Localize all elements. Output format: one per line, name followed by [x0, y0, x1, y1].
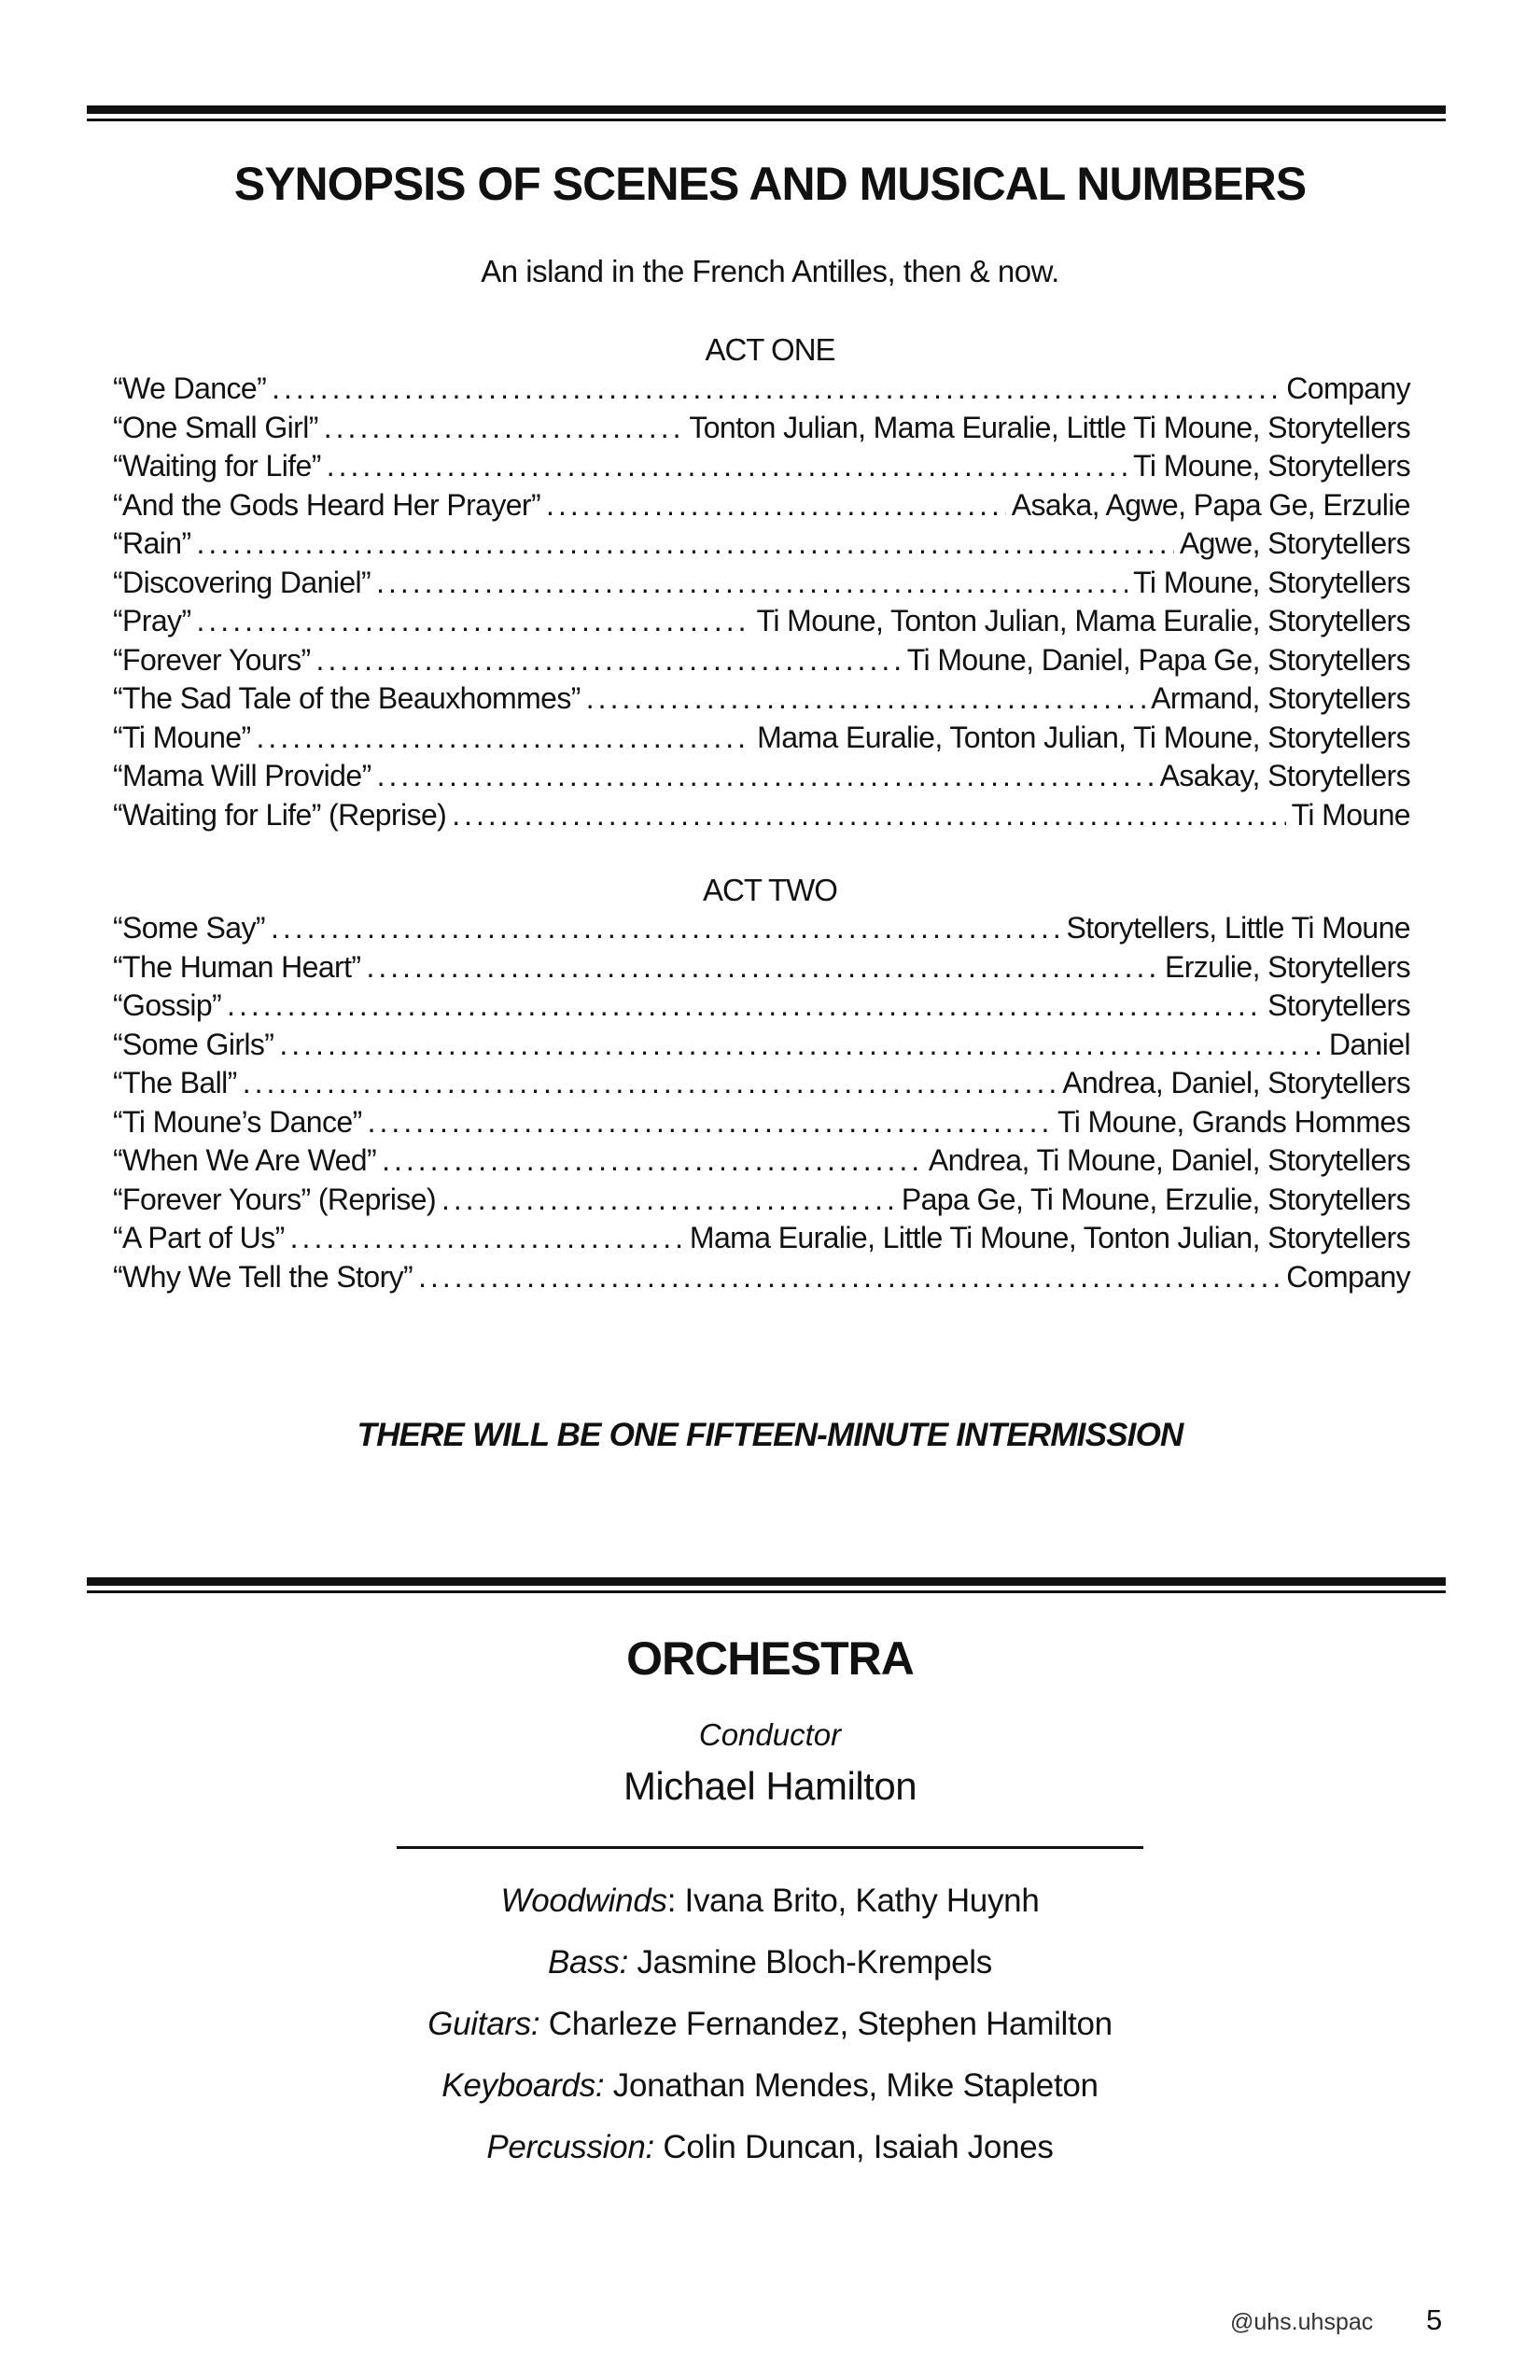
song-performers: Asaka, Agwe, Papa Ge, Erzulie — [1011, 487, 1410, 522]
dot-leader — [546, 488, 1006, 523]
song-title: “One Small Girl” — [113, 410, 318, 444]
song-performers: Mama Euralie, Tonton Julian, Ti Moune, Storytellers — [757, 720, 1410, 754]
dot-leader — [327, 449, 1127, 483]
dot-leader — [452, 798, 1285, 833]
dot-leader — [197, 526, 1174, 561]
dot-leader — [586, 681, 1145, 716]
act-one-title: ACT ONE — [705, 332, 835, 367]
song-row — [113, 950, 1410, 989]
dot-leader — [227, 988, 1262, 1023]
song-title: “The Sad Tale of the Beauxhommes” — [113, 681, 581, 715]
instrument-role: Guitars: — [427, 2006, 540, 2042]
role-separator — [539, 2006, 548, 2042]
setting-line: An island in the French Antilles, then & now. — [481, 254, 1059, 288]
song-performers: Asakay, Storytellers — [1159, 759, 1410, 792]
musician-names: Jonathan Mendes, Mike Stapleton — [612, 2067, 1099, 2104]
song-title: “Ti Moune” — [113, 720, 251, 754]
song-performers: Armand, Storytellers — [1151, 681, 1410, 715]
song-performers: Company — [1286, 1259, 1410, 1294]
act-two-song-list — [113, 911, 1410, 1298]
song-title: “Forever Yours” — [113, 642, 311, 677]
instrument-role: Woodwinds — [500, 1883, 667, 1919]
song-title: “Some Say” — [113, 911, 265, 945]
dot-leader — [271, 911, 1061, 945]
song-title: “The Ball” — [113, 1066, 237, 1099]
song-row — [113, 1105, 1410, 1144]
song-performers: Ti Moune, Storytellers — [1133, 449, 1410, 483]
conductor-label: Conductor — [698, 1717, 842, 1752]
song-performers: Papa Ge, Ti Moune, Erzulie, Storytellers — [901, 1182, 1410, 1216]
page-number: 5 — [1426, 2303, 1443, 2336]
song-row — [113, 411, 1410, 450]
song-title: “Some Girls” — [113, 1027, 274, 1061]
musician-list — [0, 1878, 1540, 2186]
top-double-rule — [87, 105, 1446, 121]
musician-row-woodwinds — [0, 1878, 1540, 1939]
song-title: “Forever Yours” (Reprise) — [113, 1182, 437, 1216]
song-row — [113, 604, 1410, 643]
song-title: “A Part of Us” — [113, 1221, 285, 1254]
song-title: “Pray” — [113, 604, 191, 637]
dot-leader — [368, 1105, 1052, 1140]
synopsis-title: SYNOPSIS OF SCENES AND MUSICAL NUMBERS — [233, 158, 1307, 210]
song-title: “Ti Moune’s Dance” — [113, 1104, 362, 1139]
song-title: “Discovering Daniel” — [113, 565, 371, 599]
song-title: “Mama Will Provide” — [113, 759, 371, 792]
social-handle: @uhs.uhspac — [1230, 2309, 1374, 2335]
song-performers: Company — [1286, 371, 1410, 405]
dot-leader — [441, 1183, 896, 1217]
song-performers: Erzulie, Storytellers — [1164, 949, 1410, 984]
song-title: “When We Are Wed” — [113, 1143, 377, 1177]
conductor-name: Michael Hamilton — [623, 1764, 917, 1808]
dot-leader — [257, 721, 752, 755]
song-performers: Storytellers, Little Ti Moune — [1066, 911, 1410, 945]
role-separator — [604, 2067, 612, 2104]
song-row — [113, 1143, 1410, 1183]
dot-leader — [376, 566, 1127, 600]
song-performers: Ti Moune — [1291, 797, 1410, 832]
dot-leader — [272, 371, 1281, 406]
song-performers: Agwe, Storytellers — [1179, 526, 1410, 560]
musician-names: Colin Duncan, Isaiah Jones — [663, 2129, 1054, 2165]
song-title: “Waiting for Life” — [113, 449, 321, 483]
song-title: “Why We Tell the Story” — [113, 1259, 413, 1294]
song-row — [113, 798, 1410, 837]
song-row — [113, 488, 1410, 527]
dot-leader — [243, 1066, 1057, 1100]
song-row — [113, 1183, 1410, 1222]
song-row — [113, 566, 1410, 605]
dot-leader — [279, 1028, 1323, 1062]
song-row — [113, 526, 1410, 566]
instrument-role: Percussion: — [486, 2129, 654, 2165]
dot-leader — [324, 411, 684, 445]
song-row — [113, 1221, 1410, 1260]
song-title: “We Dance” — [113, 371, 267, 405]
role-separator: : — [666, 1883, 685, 1919]
musician-row-keyboards — [0, 2063, 1540, 2124]
act-one-song-list — [113, 371, 1410, 836]
song-title: “Rain” — [113, 526, 191, 560]
musician-row-percussion — [0, 2124, 1540, 2186]
musician-names: Jasmine Bloch-Krempels — [637, 1944, 992, 1981]
song-row — [113, 759, 1410, 798]
dot-leader — [290, 1221, 684, 1255]
song-title: “Gossip” — [113, 988, 222, 1022]
song-title: “Waiting for Life” (Reprise) — [113, 797, 447, 832]
musician-row-bass — [0, 1939, 1540, 2001]
dot-leader — [377, 759, 1155, 793]
intermission-notice: THERE WILL BE ONE FIFTEEN-MINUTE INTERMISSION — [357, 1417, 1183, 1453]
song-row — [113, 371, 1410, 411]
musician-row-guitars — [0, 2001, 1540, 2063]
song-performers: Ti Moune, Grands Hommes — [1057, 1104, 1410, 1139]
middle-double-rule — [87, 1577, 1446, 1593]
song-performers: Tonton Julian, Mama Euralie, Little Ti Moune, Storytellers — [689, 410, 1410, 444]
role-separator — [654, 2129, 663, 2165]
song-row — [113, 1260, 1410, 1299]
song-row — [113, 988, 1410, 1028]
dot-leader — [382, 1143, 923, 1178]
orchestra-divider — [397, 1846, 1143, 1849]
song-row — [113, 1028, 1410, 1067]
song-performers: Ti Moune, Tonton Julian, Mama Euralie, Storytellers — [756, 604, 1410, 637]
song-row — [113, 449, 1410, 488]
song-performers: Storytellers — [1267, 988, 1410, 1022]
dot-leader — [316, 643, 902, 678]
song-row — [113, 721, 1410, 760]
song-row — [113, 643, 1410, 682]
instrument-role: Keyboards: — [441, 2067, 605, 2104]
act-two-title: ACT TWO — [703, 873, 837, 907]
song-performers: Ti Moune, Storytellers — [1133, 565, 1410, 599]
song-title: “And the Gods Heard Her Prayer” — [113, 487, 541, 522]
song-performers: Andrea, Daniel, Storytellers — [1062, 1066, 1410, 1099]
musician-names: Ivana Brito, Kathy Huynh — [684, 1883, 1040, 1919]
song-performers: Ti Moune, Daniel, Papa Ge, Storytellers — [906, 642, 1410, 677]
musician-names: Charleze Fernandez, Stephen Hamilton — [548, 2006, 1113, 2042]
instrument-role: Bass: — [548, 1944, 629, 1981]
orchestra-title: ORCHESTRA — [626, 1632, 914, 1685]
dot-leader — [418, 1260, 1281, 1295]
song-performers: Mama Euralie, Little Ti Moune, Tonton Julian, Storytellers — [689, 1221, 1410, 1254]
song-performers: Daniel — [1328, 1027, 1410, 1061]
song-row — [113, 911, 1410, 950]
song-performers: Andrea, Ti Moune, Daniel, Storytellers — [928, 1143, 1410, 1177]
song-row — [113, 681, 1410, 721]
dot-leader — [366, 950, 1159, 985]
song-row — [113, 1066, 1410, 1105]
dot-leader — [197, 604, 751, 638]
song-title: “The Human Heart” — [113, 949, 361, 984]
